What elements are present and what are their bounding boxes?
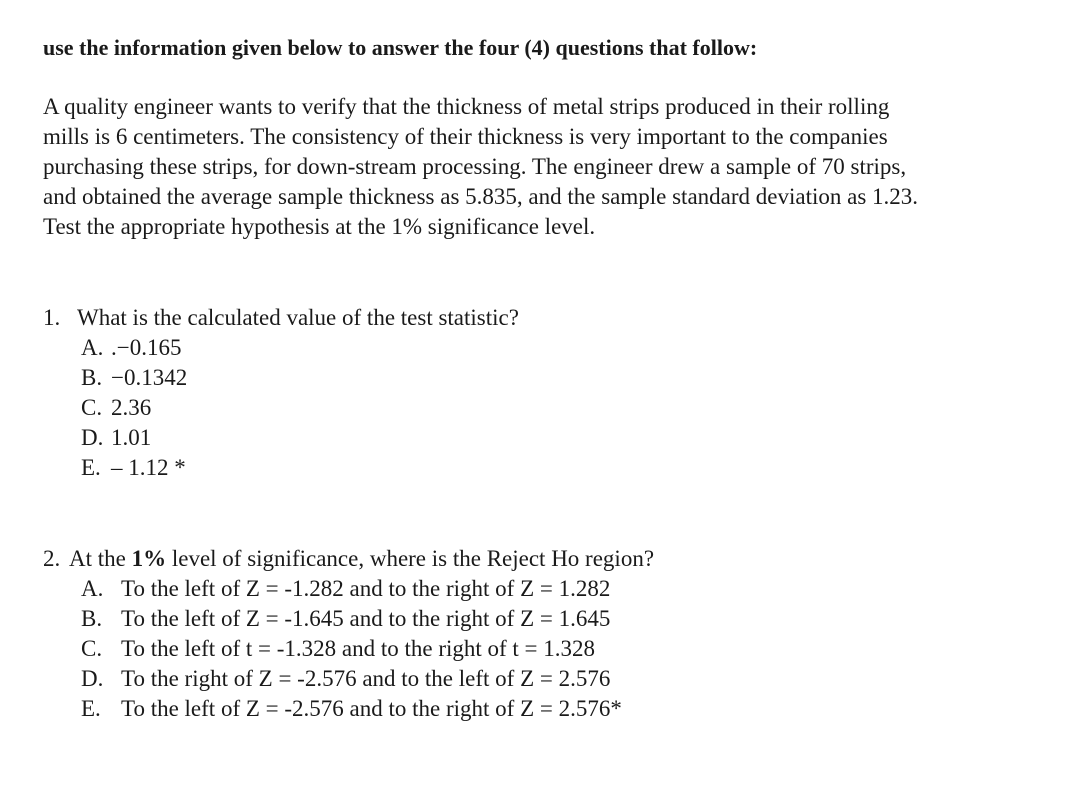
option-letter: C.: [81, 636, 103, 661]
option-text: – 1.12 *: [111, 455, 186, 480]
passage-line: and obtained the average sample thickness as 5.835, and the sample standard deviation as 1.23.: [43, 184, 919, 209]
option-d: [81, 664, 1043, 694]
option-text: 1.01: [111, 425, 152, 450]
option-letter: B.: [81, 365, 103, 390]
question-text-emphasis: 1%: [131, 546, 167, 571]
passage-line: A quality engineer wants to verify that the thickness of metal strips produced in their rolling: [43, 94, 890, 119]
option-letter: D.: [81, 425, 104, 450]
question-number: 1.: [43, 305, 61, 330]
option-e: [81, 453, 1043, 483]
option-b: [81, 363, 1043, 393]
question-2-prompt: [43, 544, 1043, 574]
question-2: [43, 544, 1043, 724]
option-a: [81, 574, 1043, 604]
question-text-end: level of significance, where is the Reject Ho region?: [166, 546, 655, 571]
option-letter: B.: [81, 606, 103, 631]
problem-passage: [43, 92, 1043, 242]
instructions-heading: use the information given below to answer the four (4) questions that follow:: [43, 35, 758, 60]
option-text: To the left of Z = -1.645 and to the right of Z = 1.645: [121, 606, 611, 631]
passage-line: mills is 6 centimeters. The consistency of their thickness is very important to the companies: [43, 124, 888, 149]
option-c: [81, 634, 1043, 664]
option-a: [81, 333, 1043, 363]
question-2-options: [81, 574, 1043, 724]
option-letter: E.: [81, 455, 101, 480]
option-text: 2.36: [111, 395, 152, 420]
option-text: To the right of Z = -2.576 and to the left of Z = 2.576: [121, 666, 611, 691]
option-b: [81, 604, 1043, 634]
option-letter: D.: [81, 666, 104, 691]
option-text: To the left of Z = -2.576 and to the right of Z = 2.576*: [121, 696, 622, 721]
question-1-options: [81, 333, 1043, 483]
option-letter: E.: [81, 696, 101, 721]
question-text-start: At the: [69, 546, 132, 571]
option-text: .−0.165: [111, 335, 182, 360]
option-letter: A.: [81, 335, 104, 360]
question-number: 2.: [43, 546, 61, 571]
option-text: −0.1342: [111, 365, 188, 390]
question-1: [43, 303, 1043, 483]
option-e: [81, 694, 1043, 724]
option-text: To the left of t = -1.328 and to the right of t = 1.328: [121, 636, 596, 661]
question-1-prompt: [43, 303, 1043, 333]
passage-line: Test the appropriate hypothesis at the 1% significance level.: [43, 214, 596, 239]
option-text: To the left of Z = -1.282 and to the right of Z = 1.282: [121, 576, 611, 601]
option-letter: C.: [81, 395, 103, 420]
option-letter: A.: [81, 576, 104, 601]
option-c: [81, 393, 1043, 423]
question-text: What is the calculated value of the test statistic?: [77, 305, 519, 330]
option-d: [81, 423, 1043, 453]
passage-line: purchasing these strips, for down-stream processing. The engineer drew a sample of 70 strips,: [43, 154, 907, 179]
